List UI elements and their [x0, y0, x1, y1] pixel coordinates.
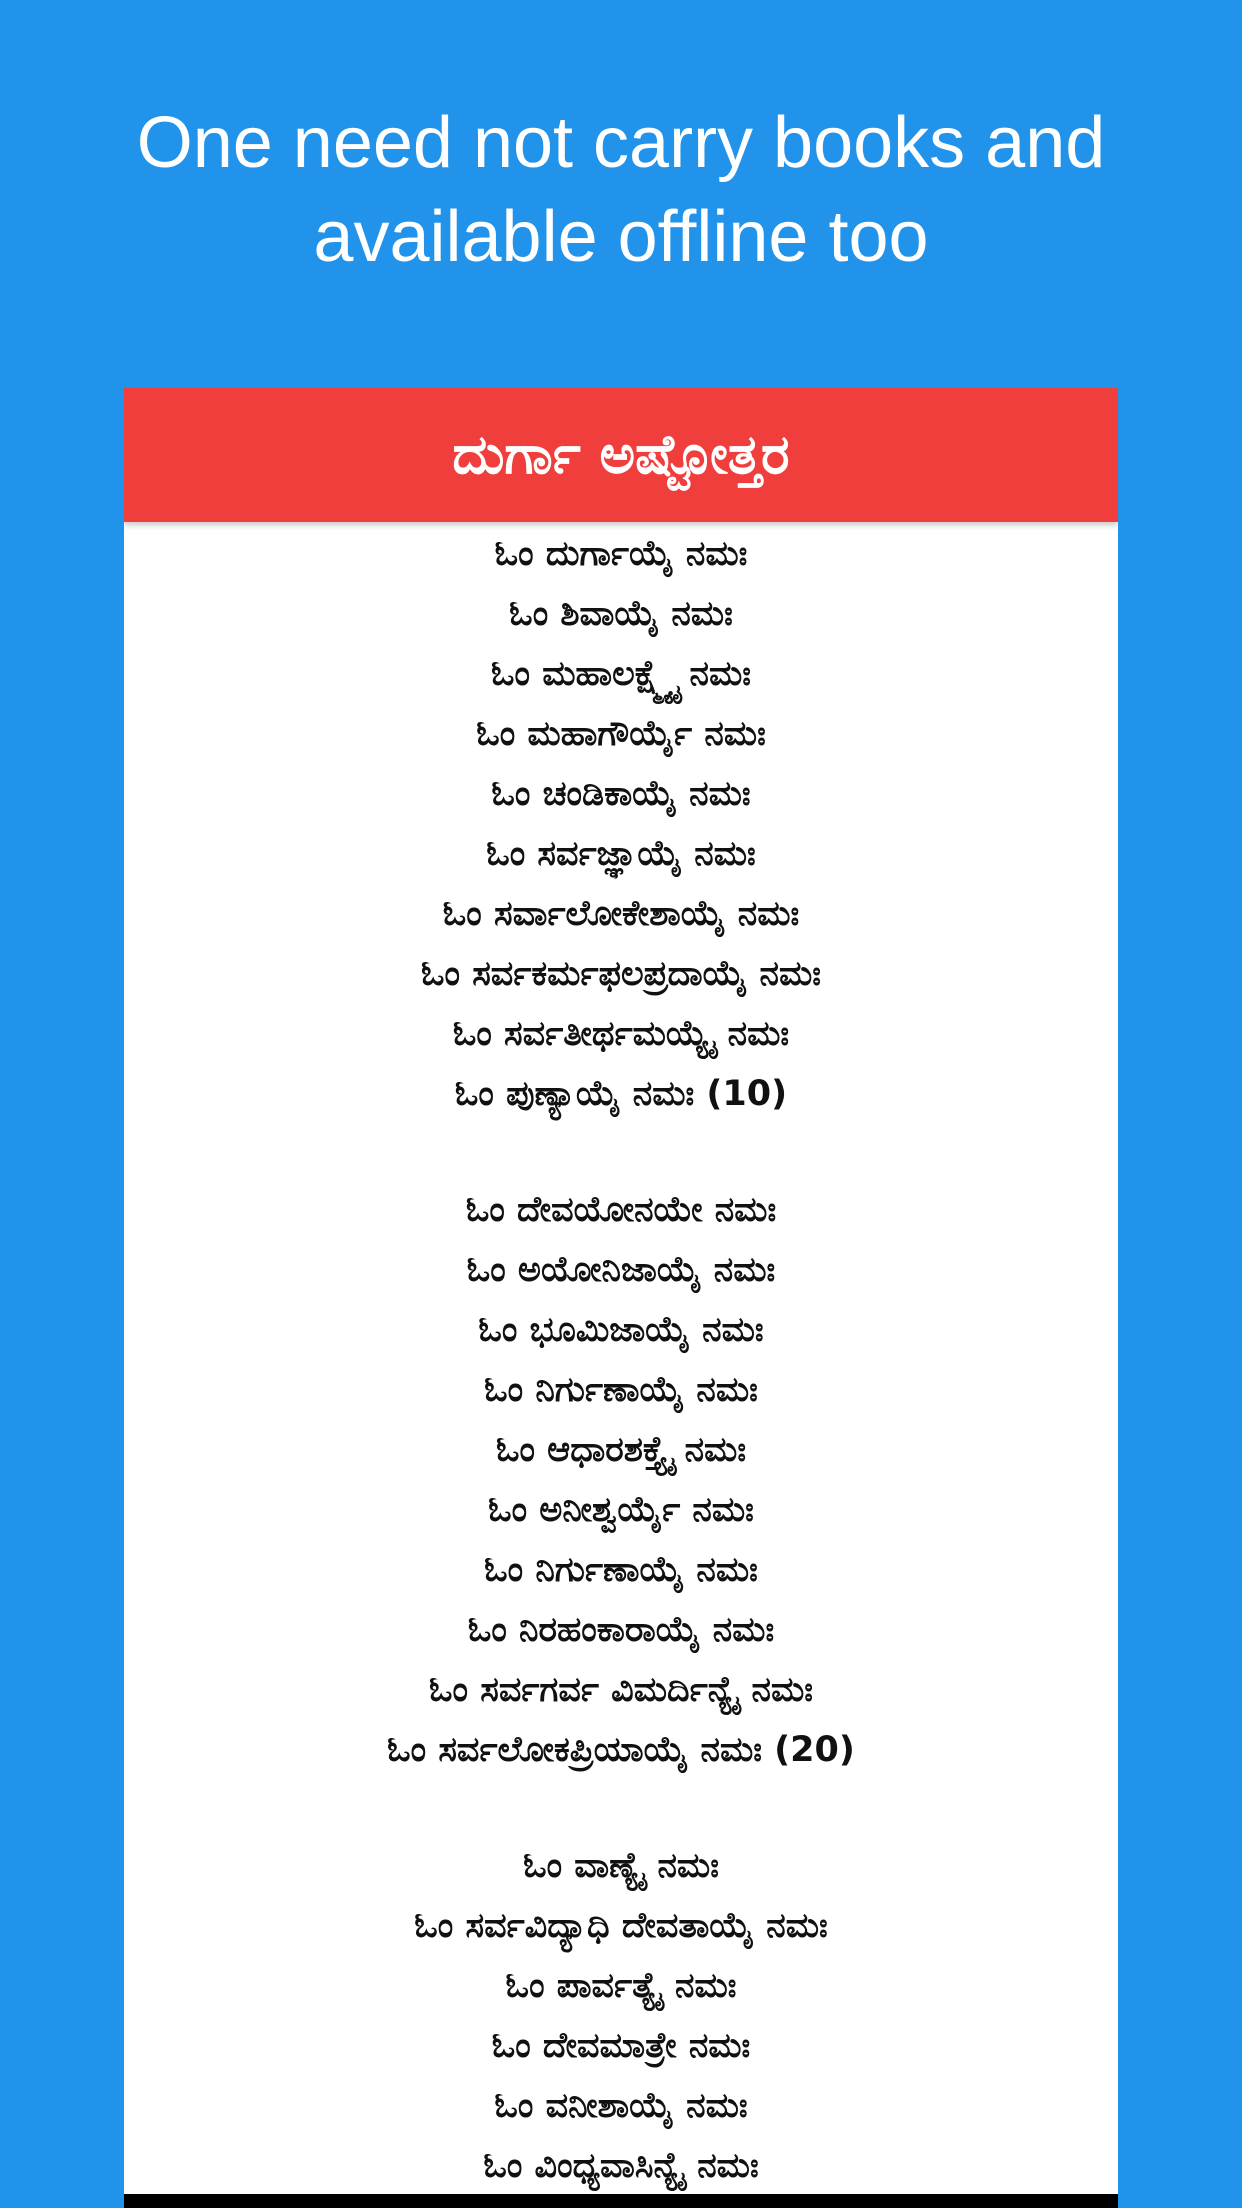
promo-caption — [0, 96, 1242, 284]
verse-line: ಓಂ ವನೀಶಾಯೈ ನಮಃ — [494, 2086, 748, 2126]
navigation-bar-edge — [124, 2194, 1118, 2208]
verse-list[interactable] — [124, 522, 1118, 2196]
verse-line: ಓಂ ಸರ್ವಗರ್ವ ವಿಮರ್ದಿನ್ಯೈ ನಮಃ — [429, 1670, 813, 1710]
app-bar-title: ದುರ್ಗಾ ಅಷ್ಟೋತ್ತರ — [452, 423, 790, 486]
verse-line: ಓಂ ಆಧಾರಶಕ್ತ್ಯೈ ನಮಃ — [495, 1430, 747, 1470]
verse-line: ಓಂ ದೇವಮಾತ್ರೇ ನಮಃ — [491, 2026, 751, 2066]
promo-caption-line-1: One need not carry books and — [136, 103, 1106, 183]
verse-line: ಓಂ ಸರ್ವಜ್ಞಾಯೈ ನಮಃ — [486, 834, 756, 874]
app-screen — [124, 388, 1118, 2208]
verse-line: ಓಂ ನಿರ್ಗುಣಾಯೈ ನಮಃ — [484, 1550, 758, 1590]
verse-line: ಓಂ ಸರ್ವವಿದ್ಯಾಧಿ ದೇವತಾಯೈ ನಮಃ — [414, 1906, 828, 1946]
verse-line: ಓಂ ಸರ್ವಲೋಕಪ್ರಿಯಾಯೈ ನಮಃ (20) — [387, 1730, 855, 1770]
verse-line: ಓಂ ಅನೀಶ್ವರ್ಯೈ ನಮಃ — [488, 1490, 754, 1530]
verse-line: ಓಂ ದುರ್ಗಾಯೈ ನಮಃ — [494, 534, 748, 574]
blank-line — [124, 1124, 1118, 1180]
verse-line: ಓಂ ಸರ್ವಾಲೋಕೇಶಾಯೈ ನಮಃ — [442, 894, 800, 934]
verse-line: ಓಂ ವಾಣ್ಯೈ ನಮಃ — [523, 1846, 719, 1886]
verse-line: ಓಂ ಪಾರ್ವತ್ಯೈ ನಮಃ — [505, 1966, 737, 2006]
verse-line: ಓಂ ಮಹಾಲಕ್ಷ್ಮ್ಯೈ ನಮಃ — [491, 654, 751, 694]
verse-line: ಓಂ ಭೂಮಿಜಾಯೈ ನಮಃ — [478, 1310, 764, 1350]
verse-line: ಓಂ ಸರ್ವತೀರ್ಥಮಯ್ಯೈ ನಮಃ — [452, 1014, 790, 1054]
app-bar — [124, 388, 1118, 522]
verse-line: ಓಂ ದೇವಯೋನಯೇ ನಮಃ — [465, 1190, 777, 1230]
promo-caption-line-2: available offline too — [313, 197, 929, 277]
verse-line: ಓಂ ನಿರಹಂಕಾರಾಯೈ ನಮಃ — [467, 1610, 775, 1650]
verse-line: ಓಂ ಚಂಡಿಕಾಯೈ ನಮಃ — [491, 774, 751, 814]
verse-line: ಓಂ ಸರ್ವಕರ್ಮಫಲಪ್ರದಾಯೈ ನಮಃ — [420, 954, 822, 994]
verse-line: ಓಂ ನಿರ್ಗುಣಾಯೈ ನಮಃ — [484, 1370, 758, 1410]
blank-line — [124, 1780, 1118, 1836]
verse-line: ಓಂ ವಿಂಧ್ಯವಾಸಿನ್ಯೈ ನಮಃ — [483, 2146, 759, 2186]
verse-line: ಓಂ ಪುಣ್ಯಾಯೈ ನಮಃ (10) — [454, 1074, 788, 1114]
verse-line: ಓಂ ಶಿವಾಯೈ ನಮಃ — [509, 594, 733, 634]
verse-line: ಓಂ ಮಹಾಗೌರ್ಯೈ ನಮಃ — [476, 714, 766, 754]
verse-line: ಓಂ ಅಯೋನಿಜಾಯೈ ನಮಃ — [466, 1250, 776, 1290]
